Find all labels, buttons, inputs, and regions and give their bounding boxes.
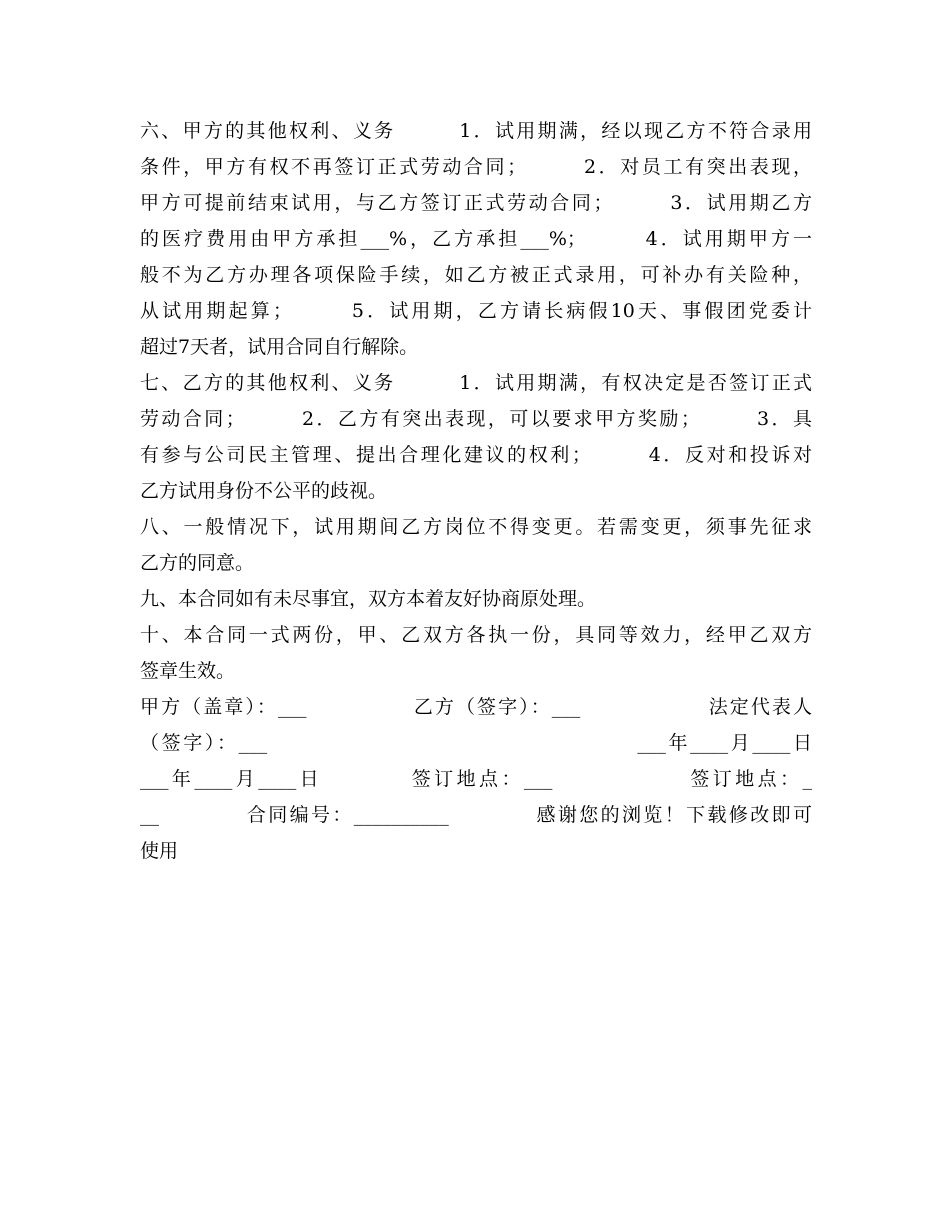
text-line: 甲方可提前结束试用，与乙方签订正式劳动合同； 3．试用期乙方 <box>140 192 812 214</box>
signature-line: ___年____月____日 签订地点：___ 签订地点：_ <box>140 768 812 790</box>
text-line: 条件，甲方有权不再签订正式劳动合同； 2．对员工有突出表现， <box>140 156 812 178</box>
text-line: 使用 <box>140 840 179 862</box>
text-line: 十、本合同一式两份，甲、乙双方各执一份，具同等效力，经甲乙双方 <box>140 624 812 646</box>
text-line: 超过7天者，试用合同自行解除。 <box>140 336 419 358</box>
text-line: 劳动合同； 2．乙方有突出表现，可以要求甲方奖励； 3．具 <box>140 408 812 430</box>
signature-line: （签字）：___ ___年____月____日 <box>140 732 812 754</box>
text-line: 般不为乙方办理各项保险手续，如乙方被正式录用，可补办有关险种， <box>140 264 812 286</box>
text-line: 八、一般情况下，试用期间乙方岗位不得变更。若需变更，须事先征求 <box>140 516 812 538</box>
text-line: 乙方试用身份不公平的歧视。 <box>140 480 388 502</box>
text-line: 六、甲方的其他权利、义务 1．试用期满，经以现乙方不符合录用 <box>140 120 812 142</box>
text-line: 的医疗费用由甲方承担___%，乙方承担___%； 4．试用期甲方一 <box>140 228 812 250</box>
text-line: 从试用期起算； 5．试用期，乙方请长病假10天、事假团党委计 <box>140 300 812 322</box>
text-line: 乙方的同意。 <box>140 552 255 574</box>
text-line: 七、乙方的其他权利、义务 1．试用期满，有权决定是否签订正式 <box>140 372 812 394</box>
text-line: 九、本合同如有未尽事宜，双方本着友好协商原处理。 <box>140 588 597 610</box>
text-line: 有参与公司民主管理、提出合理化建议的权利； 4．反对和投诉对 <box>140 444 812 466</box>
signature-line: 甲方（盖章）：___ 乙方（签字）：___ 法定代表人 <box>140 696 812 718</box>
text-line: __ 合同编号：__________ 感谢您的浏览！下载修改即可 <box>140 804 812 826</box>
text-line: 签章生效。 <box>140 660 236 682</box>
